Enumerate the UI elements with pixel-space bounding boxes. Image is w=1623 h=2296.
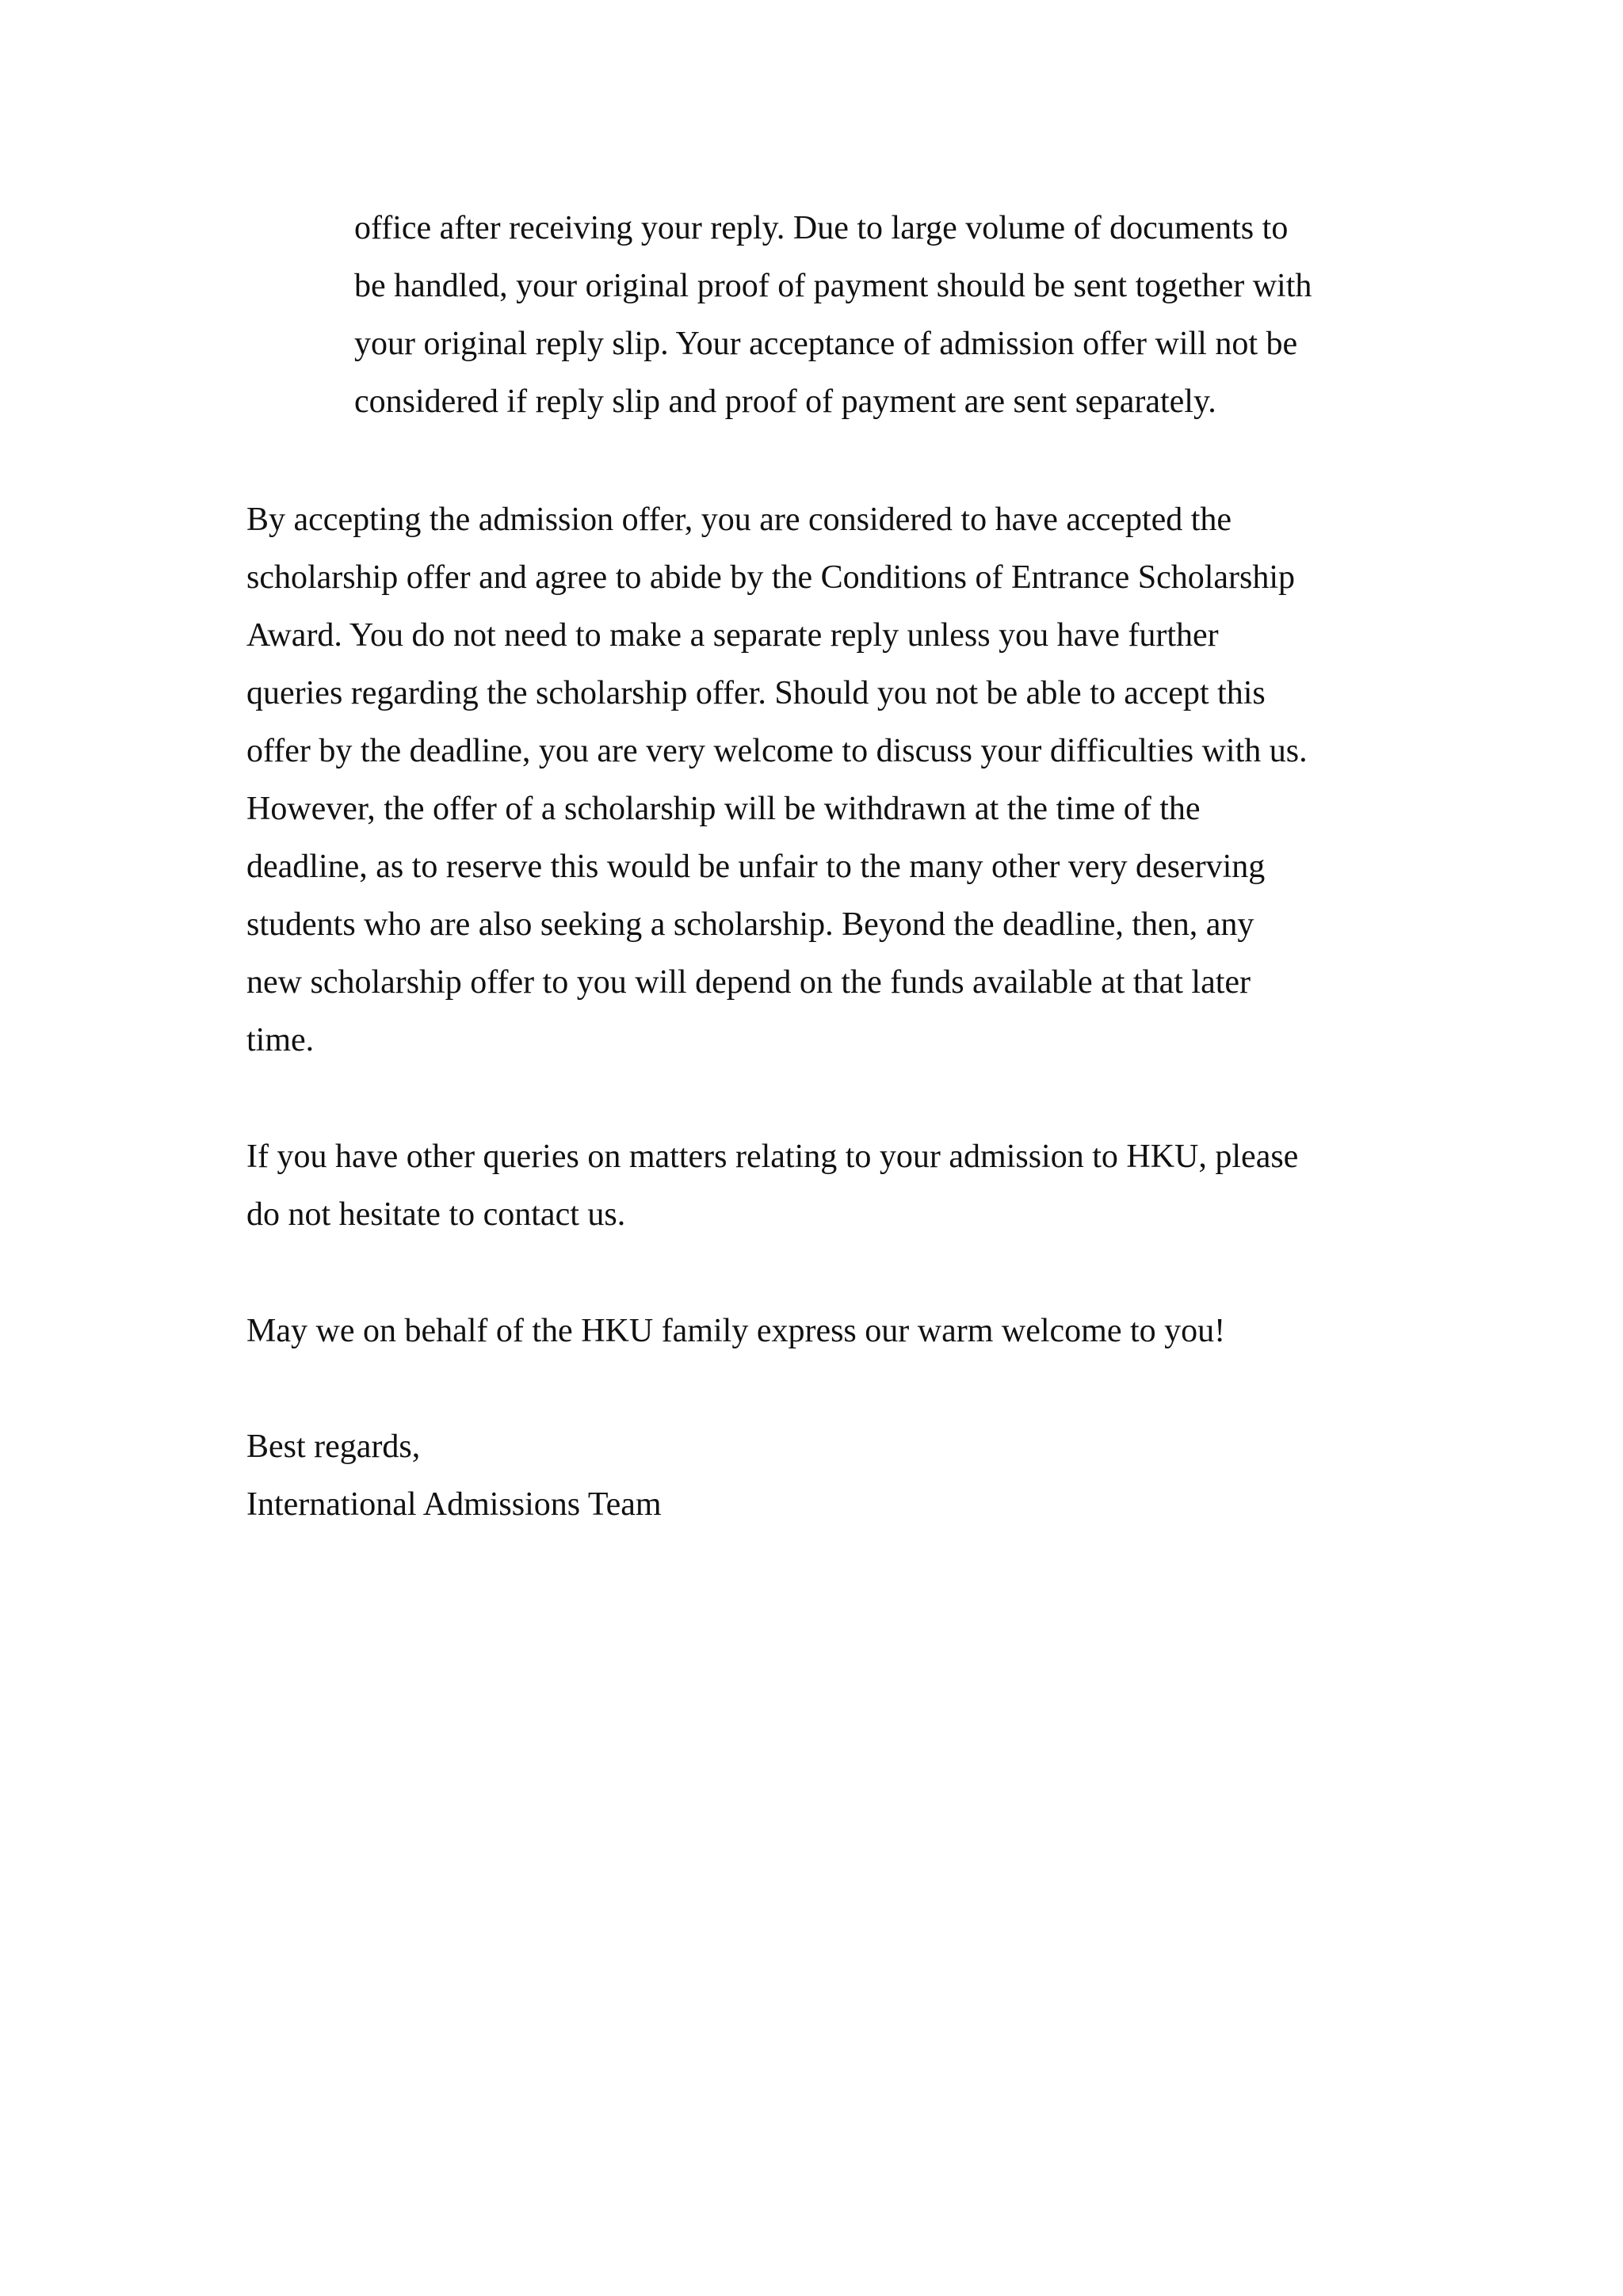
paragraph-line: your original reply slip. Your acceptance of admission offer will not be: [354, 326, 1298, 362]
paragraph-line: new scholarship offer to you will depend on the funds available at that later: [246, 964, 1251, 1001]
paragraph-line: do not hesitate to contact us.: [246, 1196, 626, 1233]
paragraph-line: However, the offer of a scholarship will be withdrawn at the time of the: [246, 791, 1201, 827]
paragraph-line: time.: [246, 1022, 315, 1058]
paragraph-line: May we on behalf of the HKU family express our warm welcome to you!: [246, 1313, 1226, 1349]
paragraph-line: deadline, as to reserve this would be unfair to the many other very deserving: [246, 849, 1266, 885]
scholarship-paragraph: [246, 491, 1514, 1070]
paragraph-line: offer by the deadline, you are very welcome to discuss your difficulties with us.: [246, 733, 1308, 769]
welcome-paragraph: [246, 1302, 1514, 1360]
paragraph-line: If you have other queries on matters relating to your admission to HKU, please: [246, 1138, 1299, 1175]
paragraph-line: queries regarding the scholarship offer. Should you not be able to accept this: [246, 675, 1266, 711]
queries-paragraph: [246, 1128, 1514, 1244]
payment-instructions-paragraph: [354, 200, 1527, 431]
paragraph-line: By accepting the admission offer, you are considered to have accepted the: [246, 502, 1232, 538]
paragraph-line: considered if reply slip and proof of payment are sent separately.: [354, 383, 1216, 420]
paragraph-line: scholarship offer and agree to abide by the Conditions of Entrance Scholarship: [246, 559, 1296, 596]
paragraph-line: be handled, your original proof of payment should be sent together with: [354, 268, 1312, 304]
closing-signatory: International Admissions Team: [246, 1486, 662, 1523]
paragraph-line: students who are also seeking a scholarship. Beyond the deadline, then, any: [246, 906, 1254, 943]
closing-salutation: Best regards,: [246, 1428, 421, 1465]
paragraph-line: office after receiving your reply. Due to large volume of documents to: [354, 210, 1289, 246]
letter-closing: [246, 1418, 1514, 1534]
paragraph-line: Award. You do not need to make a separate reply unless you have further: [246, 617, 1219, 654]
